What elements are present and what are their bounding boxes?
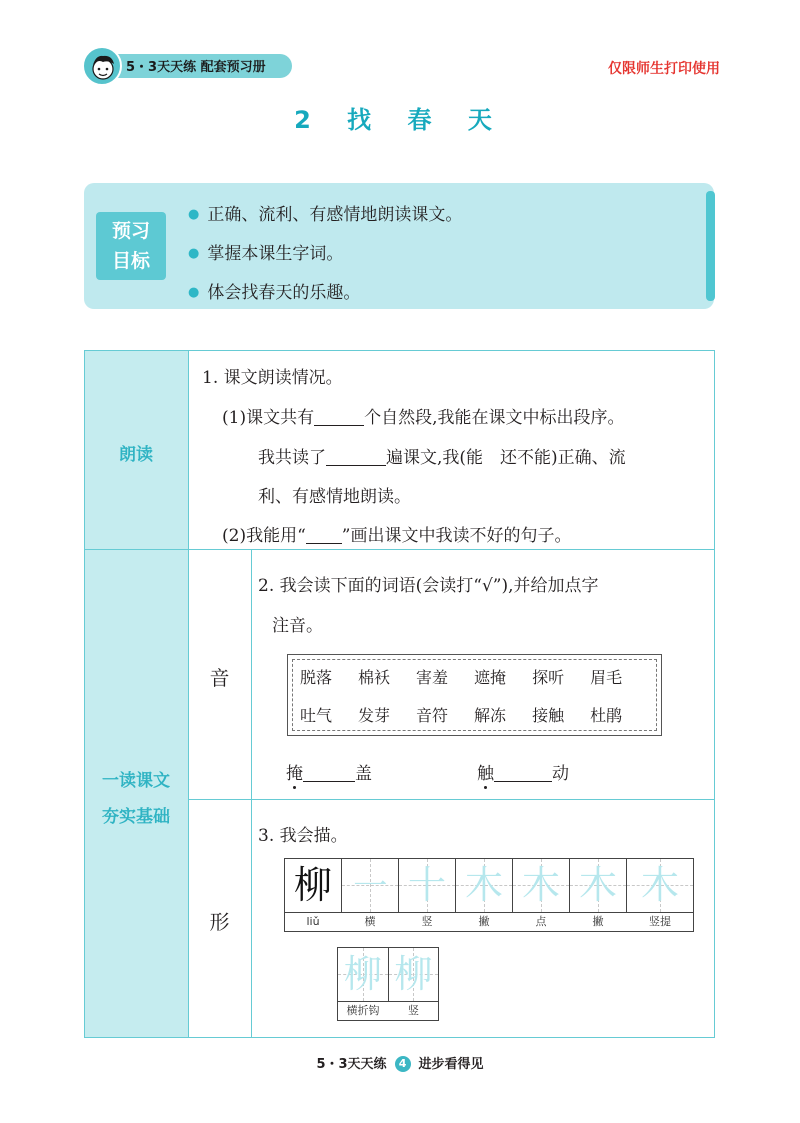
question-2-line2: 注音。 [272,616,323,636]
goals-tag-line1: 预习 [111,220,150,242]
grid-char: 十 [407,863,446,907]
pinyin-fill-2 [477,759,569,784]
question-1: 1. 课文朗读情况。 [202,368,343,388]
question-2-line1: 2. 我会读下面的词语(会读打“√”),并给加点字 [258,576,599,596]
fill-char: 盖 [355,764,372,784]
grid-cell[interactable] [570,859,627,928]
grid-char: 木 [464,863,503,907]
question-3: 3. 我会描。 [258,826,348,846]
word: 眉毛 [590,668,623,687]
goal-item [188,234,462,273]
fill-char: 动 [552,764,569,784]
grid-char: 木 [521,863,560,907]
word-row [300,665,622,688]
goal-text: 掌握本课生字词。 [207,244,344,264]
section-label-reading: 朗读 [119,445,153,465]
grid-char: 柳 [394,952,433,996]
footer-slogan: 进步看得见 [418,1057,484,1072]
word: 脱落 [300,668,333,687]
brand-text: 5・3天天练 配套预习册 [126,60,266,75]
goal-item [188,273,462,312]
grid-char: 木 [578,863,617,907]
word: 音符 [416,706,449,725]
question-text: (2)我能用“ [222,526,306,546]
answer-blank[interactable] [303,765,355,782]
question-text: (1)课文共有 [222,408,315,428]
grid-cell[interactable] [513,859,570,928]
table-divider [188,799,715,800]
grid-cell[interactable] [627,859,693,928]
question-1a [222,403,625,428]
emphasis-dot [293,786,296,789]
footer-brand: 5・3天天练 [316,1057,387,1072]
question-1c: 利、有感情地朗读。 [258,487,411,507]
word: 吐气 [300,706,333,725]
sub-label-shape: 形 [209,910,230,934]
mascot-icon [82,46,122,86]
lesson-title: 2 找 春 天 [294,106,506,134]
pinyin-fill-1 [286,759,372,784]
section-label-basics [84,763,188,835]
grid-cell[interactable] [342,859,399,928]
word: 遮掩 [474,668,507,687]
section-label-line: 夯实基础 [102,807,170,827]
grid-cell[interactable] [399,859,456,928]
answer-blank[interactable] [326,449,386,466]
grid-cell[interactable] [456,859,513,928]
question-text: 我共读了 [258,448,326,468]
word-box [287,654,662,736]
goals-tag [96,212,166,280]
page-number: 4 [395,1056,411,1072]
grid-caption: 撇 [592,915,604,928]
grid-char: ㇐ [350,863,389,907]
question-1b [258,443,626,468]
table-divider [251,549,252,1038]
goals-edge-bar [706,191,715,301]
stroke-grid [337,947,439,1021]
grid-caption: 竖提 [649,915,671,928]
stroke-grid [284,858,694,932]
grid-char: 木 [640,863,679,907]
answer-blank[interactable] [314,409,364,426]
word: 解冻 [474,706,507,725]
question-text: 个自然段,我能在课文中标出段序。 [364,408,625,428]
grid-caption: 撇 [478,915,490,928]
question-text: 遍课文,我(能 还不能)正确、流 [386,448,626,468]
section-label-line: 一读课文 [102,771,170,791]
grid-caption: 点 [535,915,547,928]
goals-tag-line2: 目标 [111,250,150,272]
word-row [300,703,622,726]
goals-box [84,183,714,309]
page-footer [0,1053,800,1072]
goal-text: 正确、流利、有感情地朗读课文。 [207,205,463,225]
answer-blank[interactable] [306,527,342,544]
goal-text: 体会找春天的乐趣。 [207,283,361,303]
print-note: 仅限师生打印使用 [608,61,720,77]
grid-char: 柳 [293,863,332,907]
sub-label-sound: 音 [209,666,230,690]
grid-char: 柳 [343,952,382,996]
word: 探听 [532,668,565,687]
word: 害羞 [416,668,449,687]
table-divider [84,549,715,550]
bullet-icon: ● [188,207,200,222]
question-1d [222,521,571,546]
word: 杜鹃 [590,706,623,725]
answer-blank[interactable] [494,765,552,782]
grid-caption: liǔ [306,915,320,928]
word: 发芽 [358,706,391,725]
grid-caption: 竖 [408,1004,419,1017]
bullet-icon: ● [188,285,200,300]
bullet-icon: ● [188,246,200,261]
fill-char: 触 [477,764,494,784]
goal-item [188,195,462,234]
question-text: ”画出课文中我读不好的句子。 [341,526,572,546]
fill-char: 掩 [286,764,303,784]
emphasis-dot [484,786,487,789]
grid-caption: 横 [364,915,376,928]
grid-cell[interactable] [389,948,438,1017]
grid-cell [285,859,342,928]
brand-logo [82,46,302,86]
word: 棉袄 [358,668,391,687]
grid-cell[interactable] [338,948,389,1017]
grid-caption: 横折钩 [346,1004,380,1017]
goals-list [188,195,462,312]
word: 接触 [532,706,565,725]
grid-caption: 竖 [421,915,433,928]
